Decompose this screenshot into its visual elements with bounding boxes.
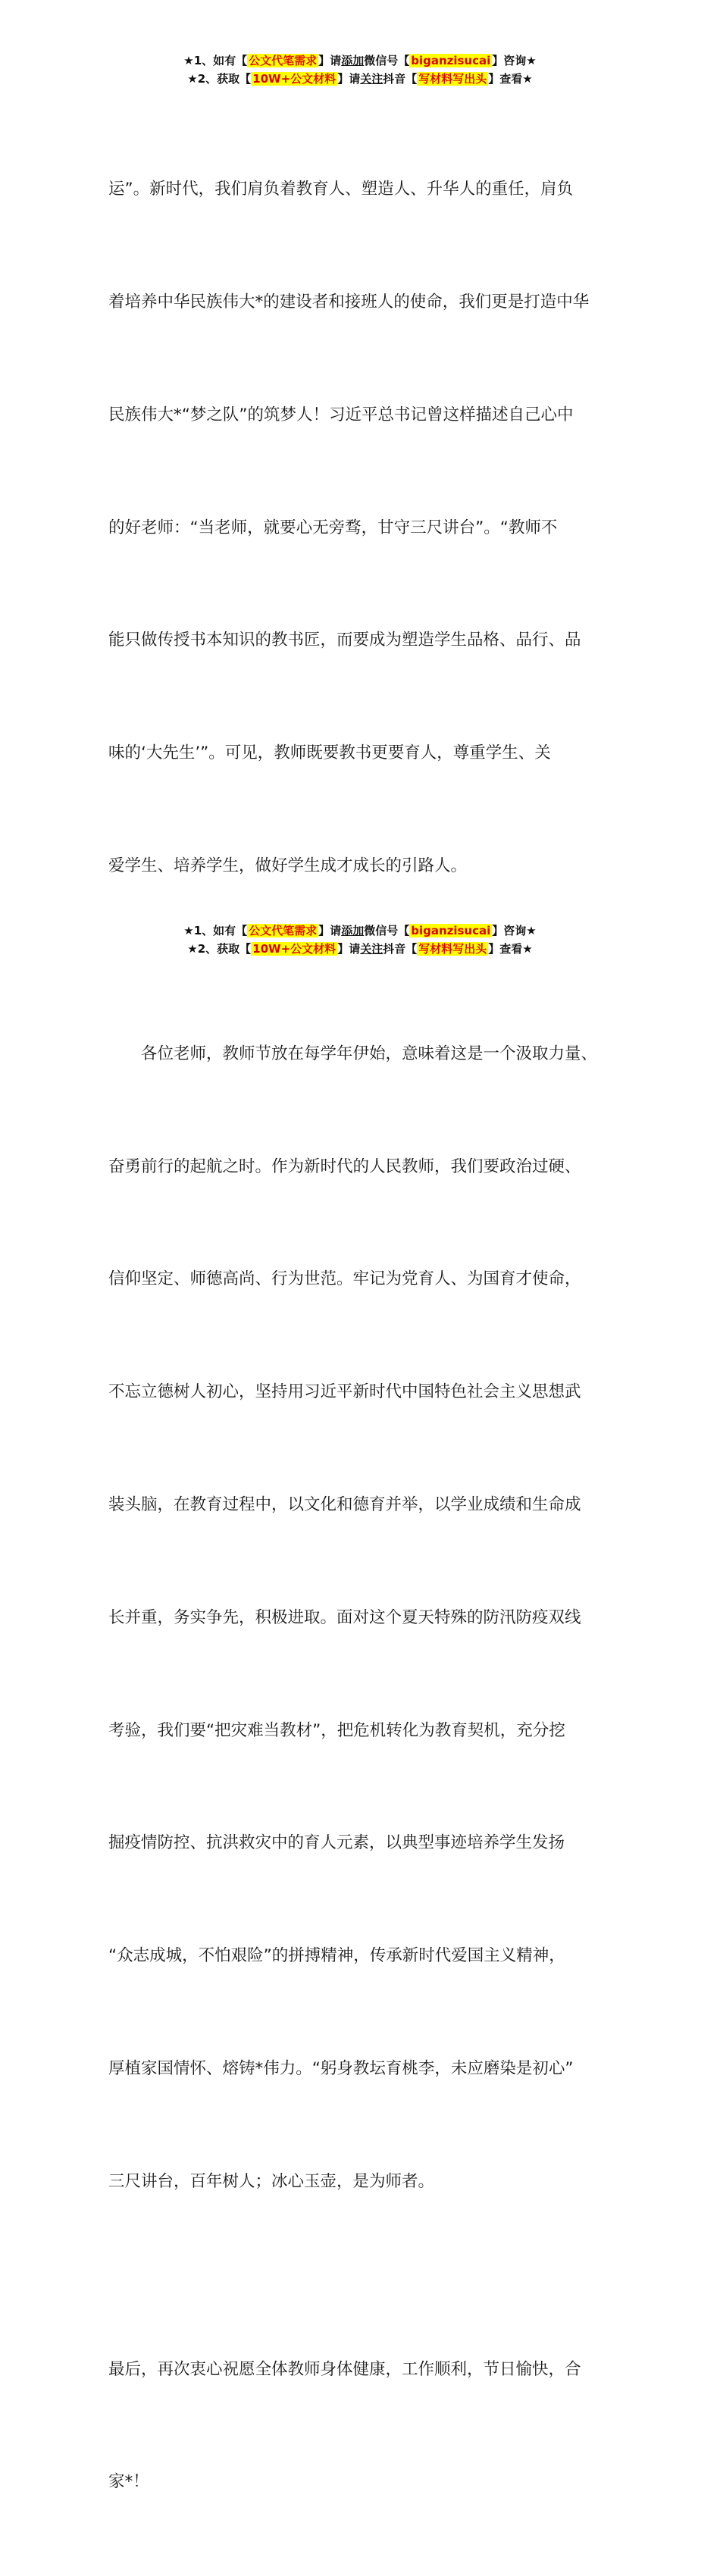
text-line: 最后，再次衷心祝愿全体教师身体健康，工作顺利，节日愉快，合 bbox=[108, 2359, 581, 2379]
paragraph-2 bbox=[108, 960, 624, 2276]
highlight-wechat-id: biganzisucai bbox=[411, 54, 491, 67]
paragraph-1 bbox=[108, 95, 624, 960]
text-line: 考验，我们要“把灾难当教材”，把危机转化为教育契机，充分挖 bbox=[108, 1720, 565, 1740]
text-line: 厚植家国情怀、熔铸*伟力。“躬身教坛育桃李，未应磨染是初心” bbox=[108, 2058, 574, 2078]
banner-text-underlined: 添加 bbox=[341, 54, 365, 67]
banner-text: 抖音【 bbox=[383, 942, 418, 956]
banner-text: 微信号【 bbox=[364, 924, 410, 937]
text-line: 各位老师，教师节放在每学年伊始，意味着这是一个汲取力量、 bbox=[141, 1044, 598, 1063]
text-line: 味的‘大先生’”。可见，教师既要教书更要育人，尊重学生、关 bbox=[108, 743, 551, 763]
banner-line-2 bbox=[0, 940, 720, 958]
highlight-ghostwriting: 公文代笔需求 bbox=[249, 54, 318, 67]
banner-text-underlined: 关注 bbox=[360, 72, 383, 86]
text-line: 着培养中华民族伟大*的建设者和接班人的使命，我们更是打造中华 bbox=[108, 292, 590, 311]
banner-text-underlined: 添加 bbox=[341, 924, 365, 937]
banner-text: 抖音【 bbox=[383, 72, 418, 86]
highlight-ghostwriting: 公文代笔需求 bbox=[249, 924, 318, 937]
banner-line-1 bbox=[0, 922, 720, 940]
text-line: 的好老师：“当老师，就要心无旁骛，甘守三尺讲台”。“教师不 bbox=[108, 518, 558, 537]
banner-line-1 bbox=[0, 52, 720, 70]
bottom-banner bbox=[0, 922, 720, 958]
banner-text: ★2、获取【 bbox=[187, 72, 252, 86]
banner-text: ★2、获取【 bbox=[187, 942, 252, 956]
paragraph-3 bbox=[108, 2275, 624, 2576]
highlight-wechat-id: biganzisucai bbox=[411, 924, 491, 937]
text-line: 装头脑，在教育过程中，以文化和德育并举，以学业成绩和生命成 bbox=[108, 1495, 581, 1514]
text-line: 家*！ bbox=[108, 2472, 149, 2492]
banner-text: 】请 bbox=[337, 942, 361, 956]
text-line: 能只做传授书本知识的教书匠，而要成为塑造学生品格、品行、品 bbox=[108, 631, 581, 650]
top-banner bbox=[0, 52, 720, 88]
banner-line-2 bbox=[0, 70, 720, 88]
document-body bbox=[108, 95, 624, 2576]
text-line: 掘疫情防控、抗洪救灾中的育人元素，以典型事迹培养学生发扬 bbox=[108, 1833, 565, 1853]
banner-text: 】请 bbox=[337, 72, 361, 86]
banner-text: ★1、如有【 bbox=[183, 924, 248, 937]
banner-text: 】查看★ bbox=[488, 72, 533, 86]
highlight-douyin: 写材料写出头 bbox=[418, 72, 487, 86]
banner-text: 】咨询★ bbox=[492, 54, 537, 67]
text-line: 运”。新时代，我们肩负着教育人、塑造人、升华人的重任，肩负 bbox=[108, 180, 574, 199]
banner-text: 】咨询★ bbox=[492, 924, 537, 937]
text-line: 爱学生、培养学生，做好学生成才成长的引路人。 bbox=[108, 856, 468, 875]
text-line: “众志成城，不怕艰险”的拼搏精神，传承新时代爱国主义精神， bbox=[108, 1946, 565, 1966]
highlight-materials: 10W+公文材料 bbox=[252, 942, 337, 956]
banner-text: 】请 bbox=[318, 924, 342, 937]
banner-text-underlined: 关注 bbox=[360, 942, 383, 956]
text-line: 民族伟大*“梦之队”的筑梦人！习近平总书记曾这样描述自己心中 bbox=[108, 405, 574, 424]
text-line: 长并重，务实争先，积极进取。面对这个夏天特殊的防汛防疫双线 bbox=[108, 1607, 581, 1627]
text-line: 信仰坚定、师德高尚、行为世范。牢记为党育人、为国育才使命， bbox=[108, 1269, 581, 1289]
banner-text: 】查看★ bbox=[488, 942, 533, 956]
text-line: 奋勇前行的起航之时。作为新时代的人民教师，我们要政治过硬、 bbox=[108, 1157, 581, 1176]
banner-text: 】请 bbox=[318, 54, 342, 67]
highlight-materials: 10W+公文材料 bbox=[252, 72, 337, 86]
banner-text: 微信号【 bbox=[364, 54, 410, 67]
highlight-douyin: 写材料写出头 bbox=[418, 942, 487, 956]
text-line: 三尺讲台，百年树人；冰心玉壶，是为师者。 bbox=[108, 2171, 435, 2191]
banner-text: ★1、如有【 bbox=[183, 54, 248, 67]
text-line: 不忘立德树人初心，坚持用习近平新时代中国特色社会主义思想武 bbox=[108, 1382, 581, 1402]
